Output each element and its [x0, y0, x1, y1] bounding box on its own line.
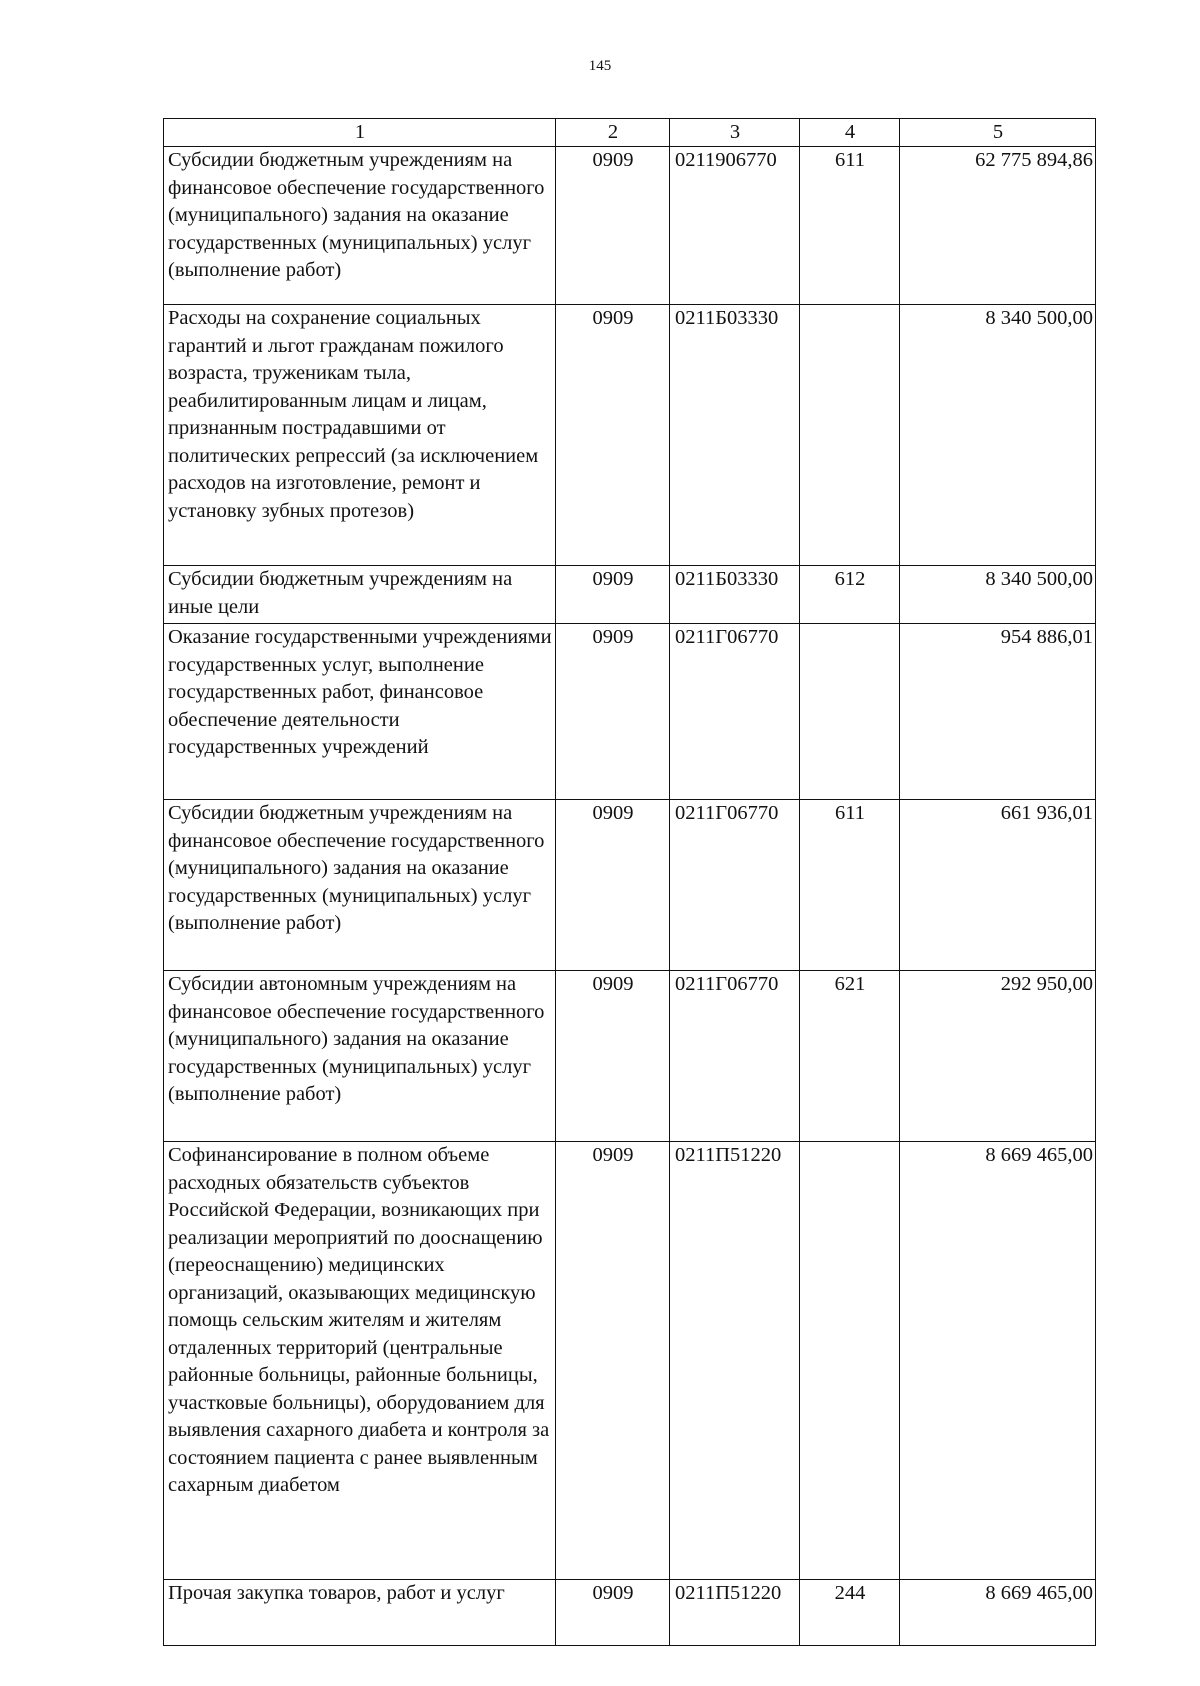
- row-name-cell: Субсидии бюджетным учреждениям на финансовое обеспечение государственного (муниципального) задания на оказание государственных (муниципальных) услуг (выполнение работ): [164, 147, 556, 305]
- column-header-3: 3: [670, 119, 800, 147]
- row-expense-cell: [800, 624, 900, 800]
- row-section-cell: 0909: [556, 147, 670, 305]
- row-target-cell: 0211Г06770: [670, 624, 800, 800]
- row-expense-cell: 611: [800, 800, 900, 971]
- row-name-cell: Оказание государственными учреждениями государственных услуг, выполнение государственных работ, финансовое обеспечение деятельности государственных учреждений: [164, 624, 556, 800]
- row-expense-cell: 612: [800, 566, 900, 624]
- row-target-cell: 0211Б03330: [670, 566, 800, 624]
- row-section-cell: 0909: [556, 1580, 670, 1646]
- row-amount-cell: 954 886,01: [900, 624, 1096, 800]
- row-name-cell: Субсидии бюджетным учреждениям на финансовое обеспечение государственного (муниципального) задания на оказание государственных (муниципальных) услуг (выполнение работ): [164, 800, 556, 971]
- row-target-cell: 0211Г06770: [670, 800, 800, 971]
- row-target-cell: 0211Г06770: [670, 971, 800, 1142]
- row-amount-cell: 661 936,01: [900, 800, 1096, 971]
- row-amount-cell: 8 340 500,00: [900, 566, 1096, 624]
- row-amount-cell: 8 340 500,00: [900, 305, 1096, 566]
- row-section-cell: 0909: [556, 1142, 670, 1580]
- row-expense-cell: 244: [800, 1580, 900, 1646]
- row-section-cell: 0909: [556, 566, 670, 624]
- row-amount-cell: 62 775 894,86: [900, 147, 1096, 305]
- row-name-cell: Субсидии автономным учреждениям на финансовое обеспечение государственного (муниципального) задания на оказание государственных (муниципальных) услуг (выполнение работ): [164, 971, 556, 1142]
- table-header-row: [164, 119, 1096, 147]
- column-header-2: 2: [556, 119, 670, 147]
- row-target-cell: 0211906770: [670, 147, 800, 305]
- column-header-1: 1: [164, 119, 556, 147]
- row-section-cell: 0909: [556, 800, 670, 971]
- row-section-cell: 0909: [556, 305, 670, 566]
- table-row: [164, 800, 1096, 971]
- table-row: [164, 305, 1096, 566]
- row-target-cell: 0211П51220: [670, 1142, 800, 1580]
- row-amount-cell: 8 669 465,00: [900, 1580, 1096, 1646]
- row-amount-cell: 292 950,00: [900, 971, 1096, 1142]
- table-row: [164, 147, 1096, 305]
- row-section-cell: 0909: [556, 624, 670, 800]
- table-row: [164, 624, 1096, 800]
- row-name-cell: Софинансирование в полном объеме расходных обязательств субъектов Российской Федерации, возникающих при реализации мероприятий по дооснащению (переоснащению) медицинских организаций, оказывающих медицинскую помощь сельским жителям и жителям отдаленных территорий (центральные районные больницы, районные больницы, участковые больницы), оборудованием для выявления сахарного диабета и контроля за состоянием пациента с ранее выявленным сахарным диабетом: [164, 1142, 556, 1580]
- row-amount-cell: 8 669 465,00: [900, 1142, 1096, 1580]
- table-row: [164, 971, 1096, 1142]
- row-section-cell: 0909: [556, 971, 670, 1142]
- page-number: 145: [588, 58, 612, 74]
- row-expense-cell: 611: [800, 147, 900, 305]
- row-target-cell: 0211П51220: [670, 1580, 800, 1646]
- column-header-4: 4: [800, 119, 900, 147]
- row-name-cell: Прочая закупка товаров, работ и услуг: [164, 1580, 556, 1646]
- row-expense-cell: 621: [800, 971, 900, 1142]
- row-expense-cell: [800, 305, 900, 566]
- table-row: [164, 566, 1096, 624]
- table-row: [164, 1142, 1096, 1580]
- row-target-cell: 0211Б03330: [670, 305, 800, 566]
- row-name-cell: Расходы на сохранение социальных гарантий и льгот гражданам пожилого возраста, труженикам тыла, реабилитированным лицам и лицам, признанным пострадавшими от политических репрессий (за исключением расходов на изготовление, ремонт и установку зубных протезов): [164, 305, 556, 566]
- column-header-5: 5: [900, 119, 1096, 147]
- budget-table: [163, 118, 1096, 1646]
- row-expense-cell: [800, 1142, 900, 1580]
- row-name-cell: Субсидии бюджетным учреждениям на иные цели: [164, 566, 556, 624]
- table-row: [164, 1580, 1096, 1646]
